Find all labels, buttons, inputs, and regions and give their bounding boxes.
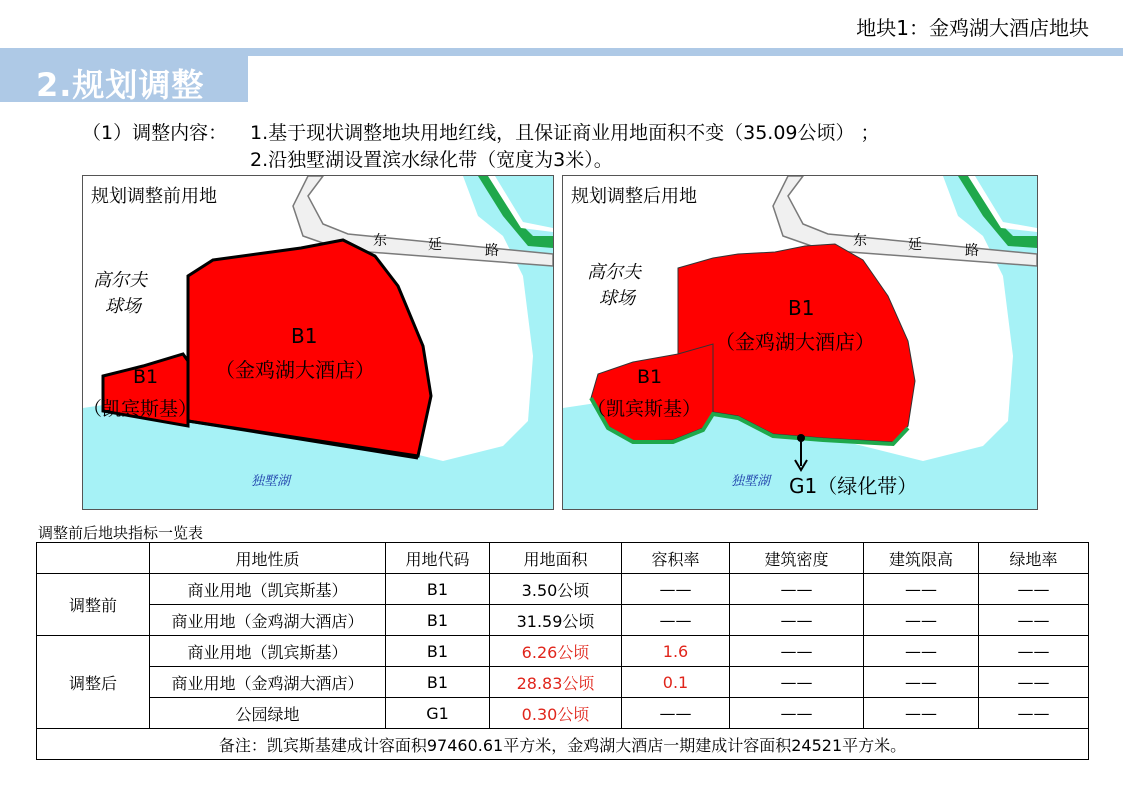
cell-density: —— xyxy=(730,636,864,667)
parcel-kempinski-name: （凯宾斯基） xyxy=(83,398,198,420)
table-row xyxy=(37,574,1089,605)
cell-code: B1 xyxy=(386,605,490,636)
cell-area: 28.83公顷 xyxy=(490,667,622,698)
cell-nature: 商业用地（凯宾斯基） xyxy=(150,574,386,605)
cell-area: 6.26公顷 xyxy=(490,636,622,667)
cell-far: —— xyxy=(622,574,730,605)
road-char-1: 东 xyxy=(373,233,387,249)
cell-nature: 公园绿地 xyxy=(150,698,386,729)
parcel-kempinski-code: B1 xyxy=(637,366,663,388)
golf-label-2: 球场 xyxy=(599,288,635,309)
parcel-hotel-name: （金鸡湖大酒店） xyxy=(715,330,875,354)
header-nature: 用地性质 xyxy=(150,543,386,574)
indicator-table xyxy=(36,542,1089,760)
parcel-hotel-code: B1 xyxy=(291,324,318,348)
cell-green-ratio: —— xyxy=(979,636,1089,667)
header-height: 建筑限高 xyxy=(864,543,979,574)
table-header-row xyxy=(37,543,1089,574)
map-after-caption: 规划调整后用地 xyxy=(571,186,697,207)
header-far: 容积率 xyxy=(622,543,730,574)
cell-far: —— xyxy=(622,698,730,729)
parcel-kempinski-code: B1 xyxy=(133,366,159,388)
cell-nature: 商业用地（凯宾斯基） xyxy=(150,636,386,667)
table-caption: 调整前后地块指标一览表 xyxy=(38,524,204,542)
table-row xyxy=(37,636,1089,667)
cell-far: 0.1 xyxy=(622,667,730,698)
parcel-kempinski-name: （凯宾斯基） xyxy=(587,398,702,420)
map-before-drawing xyxy=(83,176,553,509)
table-note-row xyxy=(37,729,1089,760)
table-note: 备注：凯宾斯基建成计容面积97460.61平方米，金鸡湖大酒店一期建成计容面积24521平方米。 xyxy=(37,729,1089,760)
cell-green-ratio: —— xyxy=(979,605,1089,636)
cell-density: —— xyxy=(730,574,864,605)
cell-height: —— xyxy=(864,667,979,698)
table-row xyxy=(37,698,1089,729)
cell-height: —— xyxy=(864,636,979,667)
cell-nature: 商业用地（金鸡湖大酒店） xyxy=(150,605,386,636)
cell-code: B1 xyxy=(386,636,490,667)
cell-code: B1 xyxy=(386,667,490,698)
cell-area: 0.30公顷 xyxy=(490,698,622,729)
table-row xyxy=(37,667,1089,698)
cell-green-ratio: —— xyxy=(979,574,1089,605)
parcel-hotel-name: （金鸡湖大酒店） xyxy=(215,358,375,382)
cell-nature: 商业用地（金鸡湖大酒店） xyxy=(150,667,386,698)
cell-code: G1 xyxy=(386,698,490,729)
cell-density: —— xyxy=(730,698,864,729)
cell-height: —— xyxy=(864,574,979,605)
road-char-3: 路 xyxy=(485,243,499,259)
header-rule xyxy=(0,48,1123,56)
cell-far: 1.6 xyxy=(622,636,730,667)
header-area: 用地面积 xyxy=(490,543,622,574)
road-char-3: 路 xyxy=(965,243,979,259)
cell-height: —— xyxy=(864,698,979,729)
cell-green-ratio: —— xyxy=(979,667,1089,698)
cell-area: 31.59公顷 xyxy=(490,605,622,636)
cell-green-ratio: —— xyxy=(979,698,1089,729)
cell-code: B1 xyxy=(386,574,490,605)
header-blank xyxy=(37,543,150,574)
golf-label-1: 高尔夫 xyxy=(93,270,147,291)
map-before xyxy=(82,175,554,510)
header-density: 建筑密度 xyxy=(730,543,864,574)
road-char-1: 东 xyxy=(853,233,867,249)
map-after xyxy=(562,175,1038,510)
parcel-hotel-code: B1 xyxy=(788,296,815,320)
page-header-title: 地块1：金鸡湖大酒店地块 xyxy=(856,16,1089,40)
cell-far: —— xyxy=(622,605,730,636)
road-char-2: 延 xyxy=(428,237,442,253)
golf-label-1: 高尔夫 xyxy=(587,262,641,283)
green-belt-label: G1（绿化带） xyxy=(789,474,918,498)
cell-height: —— xyxy=(864,605,979,636)
intro-prefix: （1）调整内容： xyxy=(82,122,228,144)
road-char-2: 延 xyxy=(908,237,922,253)
header-green-ratio: 绿地率 xyxy=(979,543,1089,574)
intro-line-2: 2.沿独墅湖设置滨水绿化带（宽度为3米）。 xyxy=(250,149,613,171)
group-label-after: 调整后 xyxy=(37,636,150,729)
header-code: 用地代码 xyxy=(386,543,490,574)
cell-area: 3.50公顷 xyxy=(490,574,622,605)
map-before-caption: 规划调整前用地 xyxy=(91,186,217,207)
lake-label: 独墅湖 xyxy=(731,474,771,489)
cell-density: —— xyxy=(730,667,864,698)
section-title: 2.规划调整 xyxy=(36,66,205,104)
table-row xyxy=(37,605,1089,636)
intro-line-1: 1.基于现状调整地块用地红线，且保证商业用地面积不变（35.09公顷） ； xyxy=(250,122,880,144)
golf-label-2: 球场 xyxy=(105,296,141,317)
group-label-before: 调整前 xyxy=(37,574,150,636)
cell-density: —— xyxy=(730,605,864,636)
lake-label: 独墅湖 xyxy=(251,474,291,489)
parcel-hotel xyxy=(188,240,431,456)
